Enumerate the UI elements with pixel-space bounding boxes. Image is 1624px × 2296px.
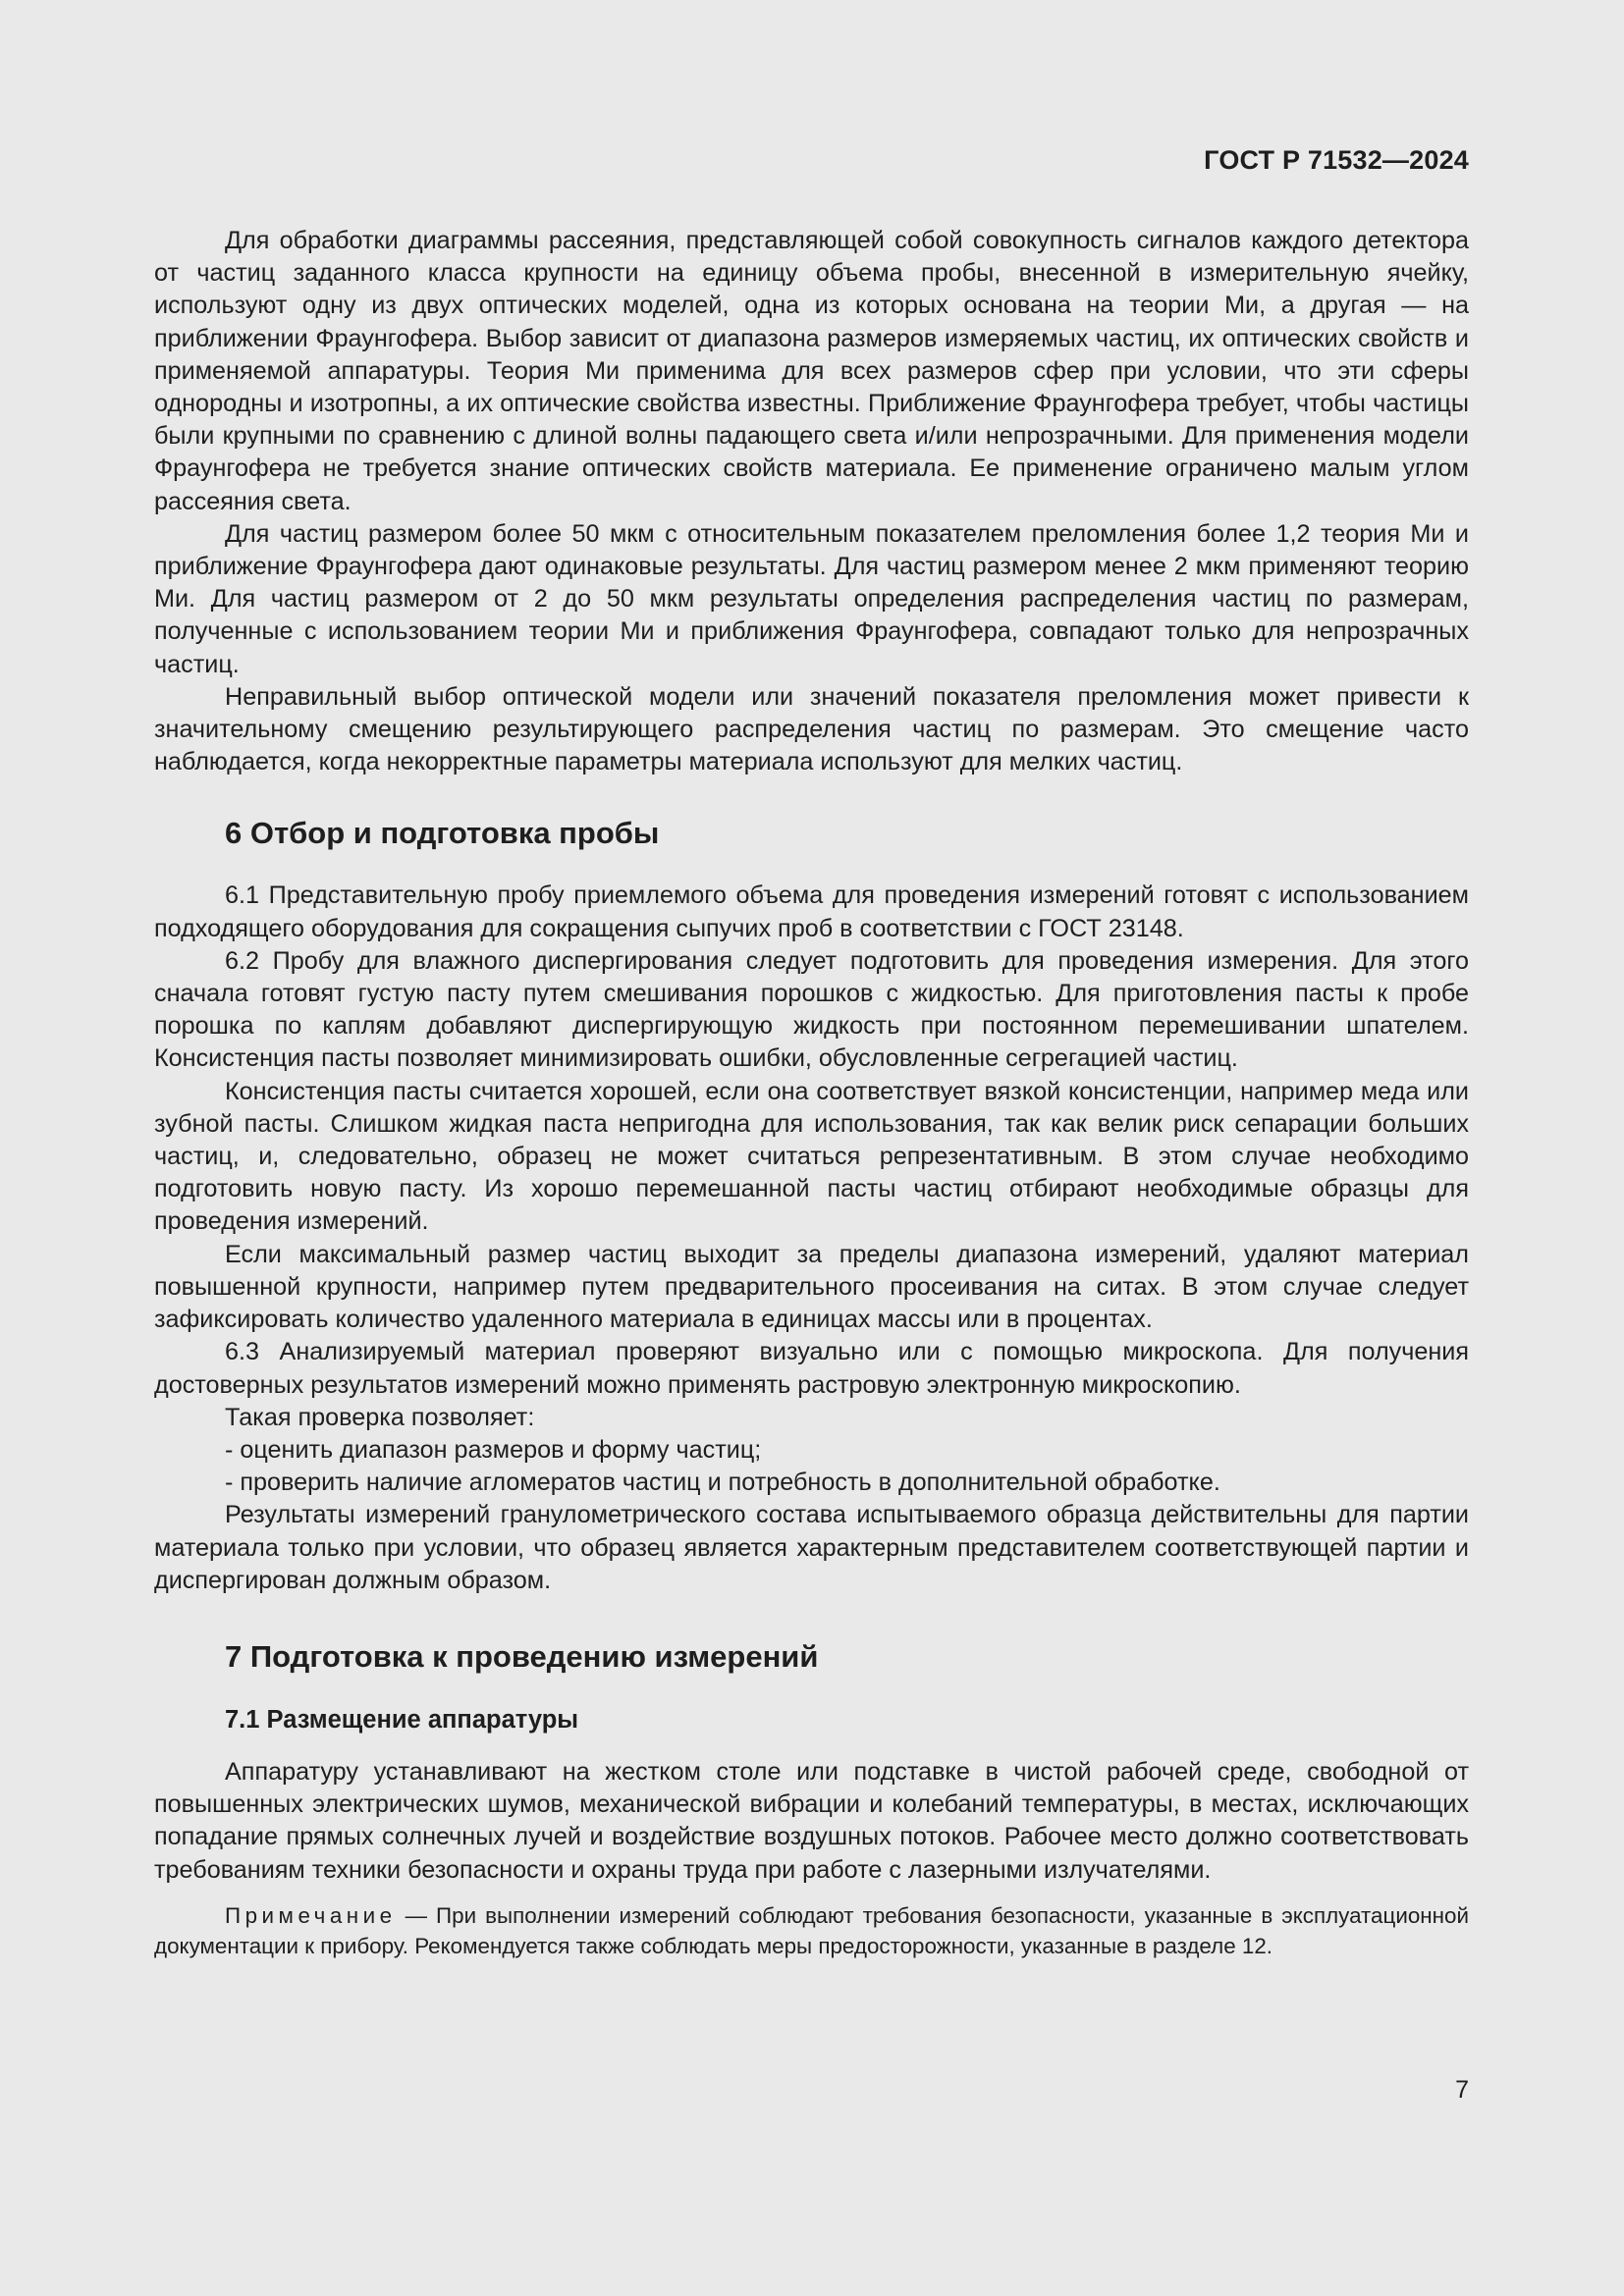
paragraph-scattering-models: Для обработки диаграммы рассеяния, представляющей собой совокупность сигналов каждого детектора от частиц заданного класса крупности на единицу объема пробы, внесенной в измерительную ячейку, используют одну из двух оптических моделей, одна из которых основана на теории Ми, а другая — на приближении Фраунгофера. Выбор зависит от диапазона размеров измеряемых частиц, их оптических свойств и применяемой аппаратуры. Теория Ми применима для всех размеров сфер при условии, что эти сферы однородны и изотропны, а их оптические свойства известны. Приближение Фраунгофера требует, чтобы частицы были крупными по сравнению с длиной волны падающего света и/или непрозрачными. Для применения модели Фраунгофера не требуется знание оптических свойств материала. Ее применение ограничено малым углом рассеяния света. bbox=[154, 227, 1469, 515]
page-number: 7 bbox=[1455, 2076, 1469, 2104]
paragraph-check-intro: Такая проверка позволяет: bbox=[225, 1403, 535, 1431]
subsection-7-1-heading: 7.1 Размещение аппаратуры bbox=[225, 1705, 579, 1734]
paragraph-6-2: 6.2 Пробу для влажного диспергирования следует подготовить для проведения измерения. Для этого сначала готовят густую пасту путем смешивания порошков с жидкостью. Для приготовления пасты к пробе порошка по каплям добавляют диспергирующую жидкость при постоянном перемешивании шпателем. Консистенция пасты позволяет минимизировать ошибки, обусловленные сегрегацией частиц. bbox=[154, 946, 1469, 1073]
paragraph-7-1: Аппаратуру устанавливают на жестком столе или подставке в чистой рабочей среде, свободной от повышенных электрических шумов, механической вибрации и колебаний температуры, в местах, исключающих попадание прямых солнечных лучей и воздействие воздушных потоков. Рабочее место должно соответствовать требованиям техники безопасности и охраны труда при работе с лазерными излучателями. bbox=[154, 1757, 1469, 1884]
paragraph-paste-consistency: Консистенция пасты считается хорошей, если она соответствует вязкой консистенции, например меда или зубной пасты. Слишком жидкая паста непригодна для использования, так как велик риск сепарации больших частиц, и, следовательно, образец не может считаться репрезентативным. В этом случае необходимо подготовить новую пасту. Из хорошо перемешанной пасты частиц отбирают необходимые образцы для проведения измерений. bbox=[154, 1077, 1469, 1236]
note-paragraph bbox=[154, 1900, 1469, 1962]
document-number-header: ГОСТ Р 71532—2024 bbox=[1204, 145, 1469, 175]
section-6-heading: 6 Отбор и подготовка пробы bbox=[225, 816, 660, 851]
page-content bbox=[154, 225, 1469, 1962]
paragraph-6-1: 6.1 Представительную пробу приемлемого объема для проведения измерений готовят с использованием подходящего оборудования для сокращения сыпучих проб в соответствии с ГОСТ 23148. bbox=[154, 881, 1469, 942]
paragraph-max-particle-size: Если максимальный размер частиц выходит за пределы диапазона измерений, удаляют материал повышенной крупности, например путем предварительного просеивания на ситах. В этом случае следует зафиксировать количество удаленного материала в единицах массы или в процентах. bbox=[154, 1240, 1469, 1334]
paragraph-particle-size-theories: Для частиц размером более 50 мкм с относительным показателем преломления более 1,2 теория Ми и приближение Фраунгофера дают одинаковые результаты. Для частиц размером менее 2 мкм применяют теорию Ми. Для частиц размером от 2 до 50 мкм результаты определения распределения частиц по размерам, полученные с использованием теории Ми и приближения Фраунгофера, совпадают только для непрозрачных частиц. bbox=[154, 519, 1469, 678]
note-text: — При выполнении измерений соблюдают требования безопасности, указанные в эксплуатационной документации к прибору. Рекомендуется также соблюдать меры предосторожности, указанные в разделе 12. bbox=[154, 1902, 1469, 1959]
paragraph-wrong-model-choice: Неправильный выбор оптической модели или значений показателя преломления может привести к значительному смещению результирующего распределения частиц по размерам. Это смещение часто наблюдается, когда некорректные параметры материала используют для мелких частиц. bbox=[154, 682, 1469, 776]
note-label: Примечание bbox=[225, 1902, 397, 1928]
section-7-heading: 7 Подготовка к проведению измерений bbox=[225, 1638, 819, 1674]
list-item: - оценить диапазон размеров и форму частиц; bbox=[225, 1435, 762, 1464]
paragraph-6-3: 6.3 Анализируемый материал проверяют визуально или с помощью микроскопа. Для получения достоверных результатов измерений можно применять растровую электронную микроскопию. bbox=[154, 1338, 1469, 1399]
list-item: - проверить наличие агломератов частиц и потребность в дополнительной обработке. bbox=[225, 1468, 1220, 1497]
paragraph-results-validity: Результаты измерений гранулометрического состава испытываемого образца действительны для партии материала только при условии, что образец является характерным представителем соответствующей партии и диспергирован должным образом. bbox=[154, 1501, 1469, 1594]
